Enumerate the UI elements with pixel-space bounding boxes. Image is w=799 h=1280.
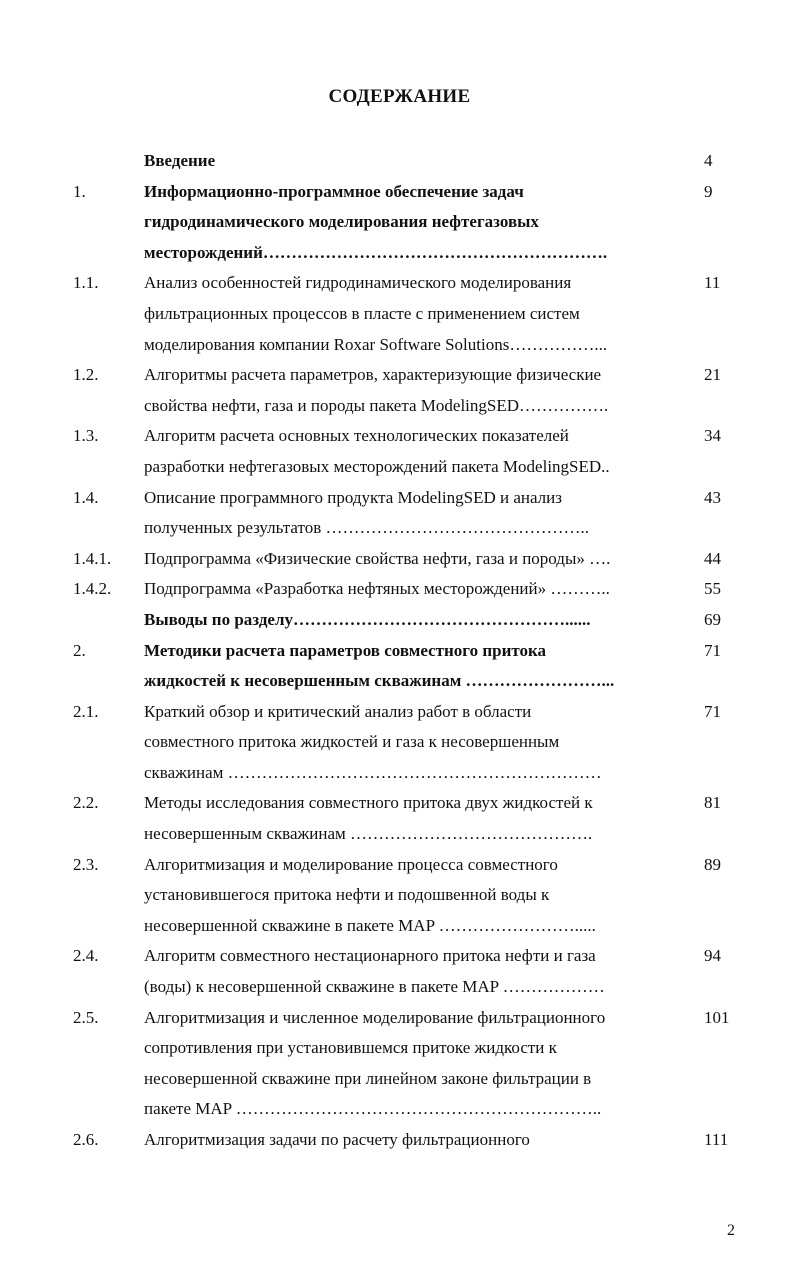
toc-entry-title-line: Анализ особенностей гидродинамического моделирования [144, 273, 572, 293]
toc-entry-title-line: Алгоритмизация и моделирование процесса совместного [144, 854, 558, 874]
toc-entry-title-line: Алгоритмизация и численное моделирование фильтрационного [144, 1007, 606, 1027]
toc-entry-page: 9 [704, 181, 713, 201]
toc-entry-number: 2.3. [73, 854, 99, 874]
toc-entry [0, 850, 799, 942]
toc-entry-title-line: разработки нефтегазовых месторождений пакета ModelingSED.. [144, 456, 610, 476]
toc-entry-title [144, 1125, 694, 1156]
toc-entry-number: 1.4.2. [73, 579, 112, 599]
toc-entry-title [144, 268, 694, 360]
toc-entry-number: 2.4. [73, 946, 99, 966]
toc-entry-title-line: Подпрограмма «Физические свойства нефти, газа и породы» …. [144, 548, 611, 568]
toc-entry [0, 941, 799, 1002]
toc-entry-title [144, 574, 694, 605]
toc-entry-title [144, 360, 694, 421]
toc-entry-title-line: сопротивления при установившемся притоке жидкости к [144, 1038, 557, 1058]
toc-entry-title-line: скважинам ………………………………………………………… [144, 762, 602, 782]
toc-entry-title-line: несовершенной скважине в пакете MAP ……………………..... [144, 915, 596, 935]
toc-entry-page: 94 [704, 946, 721, 966]
toc-entry [0, 360, 799, 421]
toc-entry-page: 111 [704, 1130, 729, 1149]
toc-entry-page: 34 [704, 426, 721, 446]
toc-entry-title [144, 636, 694, 697]
toc-entry-title-line: фильтрационных процессов в пласте с применением систем [144, 303, 580, 323]
toc-entry-number: 2. [73, 640, 86, 660]
toc-entry-title-line: Выводы по разделу…………………………………………...... [144, 609, 591, 629]
toc-entry [0, 1125, 799, 1156]
toc-entry-title-line: Информационно-программное обеспечение задач [144, 181, 524, 201]
toc-entry-title-line: Краткий обзор и критический анализ работ в области [144, 701, 532, 721]
toc-entry-title-line: несовершенным скважинам ……………………………………. [144, 824, 593, 844]
toc-entry-title-line: совместного притока жидкостей и газа к несовершенным [144, 732, 560, 752]
toc-entry-title-line: несовершенной скважине при линейном законе фильтрации в [144, 1068, 592, 1088]
toc-entry-title-line: жидкостей к несовершенным скважинам ……………………... [144, 671, 615, 691]
toc-entry-title [144, 788, 694, 849]
toc-entry-title-line: Введение [144, 151, 216, 170]
toc-entry-title [144, 146, 694, 177]
toc-entry-page: 21 [704, 365, 721, 385]
toc-entry-number: 2.2. [73, 793, 99, 813]
toc-entry-page: 43 [704, 487, 721, 507]
toc-entry [0, 605, 799, 636]
toc-entry [0, 421, 799, 482]
toc-entry-number: 2.5. [73, 1007, 99, 1027]
page-number: 2 [727, 1222, 735, 1239]
toc-entry-title-line: Методы исследования совместного притока двух жидкостей к [144, 793, 593, 813]
toc-entry-number: 2.6. [73, 1130, 99, 1149]
toc-entry-title [144, 1003, 694, 1125]
toc-entry [0, 574, 799, 605]
toc-entry-title-line: Алгоритмизация задачи по расчету фильтрационного [144, 1130, 530, 1149]
toc-entry [0, 788, 799, 849]
toc-entry-number: 1.2. [73, 365, 99, 385]
toc-entry-title [144, 544, 694, 575]
toc-entry [0, 1003, 799, 1125]
toc-entry-number: 1.1. [73, 273, 99, 293]
toc-entry-page: 11 [704, 273, 721, 293]
toc-entry-number: 2.1. [73, 701, 99, 721]
toc-entry [0, 483, 799, 544]
toc-entry-page: 81 [704, 793, 721, 813]
toc-entry [0, 146, 799, 177]
toc-entry-title [144, 421, 694, 482]
toc-entry-title [144, 177, 694, 269]
toc-entry-title-line: (воды) к несовершенной скважине в пакете MAP ……………… [144, 977, 605, 997]
toc-entry [0, 636, 799, 697]
toc-entry-title-line: Подпрограмма «Разработка нефтяных месторождений» ……….. [144, 579, 610, 599]
toc-entry-page: 69 [704, 609, 721, 629]
page-title: СОДЕРЖАНИЕ [328, 86, 471, 107]
toc-entry-title-line: Методики расчета параметров совместного притока [144, 640, 547, 660]
toc-entry-page: 71 [704, 701, 721, 721]
toc-entry-title-line: полученных результатов ……………………………………….. [144, 518, 589, 538]
toc-entry-title [144, 850, 694, 942]
toc-entry-title-line: Описание программного продукта ModelingSED и анализ [144, 487, 562, 507]
toc-entry-page: 101 [704, 1007, 730, 1027]
toc-entry [0, 177, 799, 269]
toc-entry-page: 89 [704, 854, 721, 874]
toc-entry-number: 1. [73, 181, 86, 201]
toc-entry-title-line: моделирования компании Roxar Software Solutions……………... [144, 334, 608, 354]
toc-entry-title-line: свойства нефти, газа и породы пакета ModelingSED……………. [144, 395, 609, 415]
toc-entry-title-line: месторождений……………………………………………………. [144, 242, 608, 262]
toc-entry-title-line: Алгоритмы расчета параметров, характеризующие физические [144, 365, 602, 385]
toc-entry-page: 55 [704, 579, 721, 599]
toc-entry-number: 1.4. [73, 487, 99, 507]
toc-entry [0, 697, 799, 789]
toc-entry-title [144, 941, 694, 1002]
toc-entry-page: 4 [704, 151, 713, 170]
toc-entry-title-line: пакете MAP ……………………………………………………….. [144, 1099, 602, 1119]
toc-entry [0, 268, 799, 360]
toc-entry-title [144, 605, 694, 636]
toc-entry-title-line: установившегося притока нефти и подошвенной воды к [144, 885, 550, 905]
toc-entry-title-line: гидродинамического моделирования нефтегазовых [144, 212, 539, 232]
toc-entry-page: 71 [704, 640, 721, 660]
toc-entry [0, 544, 799, 575]
toc-entry-title [144, 483, 694, 544]
toc-entry-page: 44 [704, 548, 721, 568]
toc-entry-title-line: Алгоритм расчета основных технологических показателей [144, 426, 569, 446]
toc-entry-number: 1.3. [73, 426, 99, 446]
toc-entry-title-line: Алгоритм совместного нестационарного притока нефти и газа [144, 946, 596, 966]
table-of-contents [0, 146, 799, 1156]
toc-entry-title [144, 697, 694, 789]
toc-entry-number: 1.4.1. [73, 548, 112, 568]
